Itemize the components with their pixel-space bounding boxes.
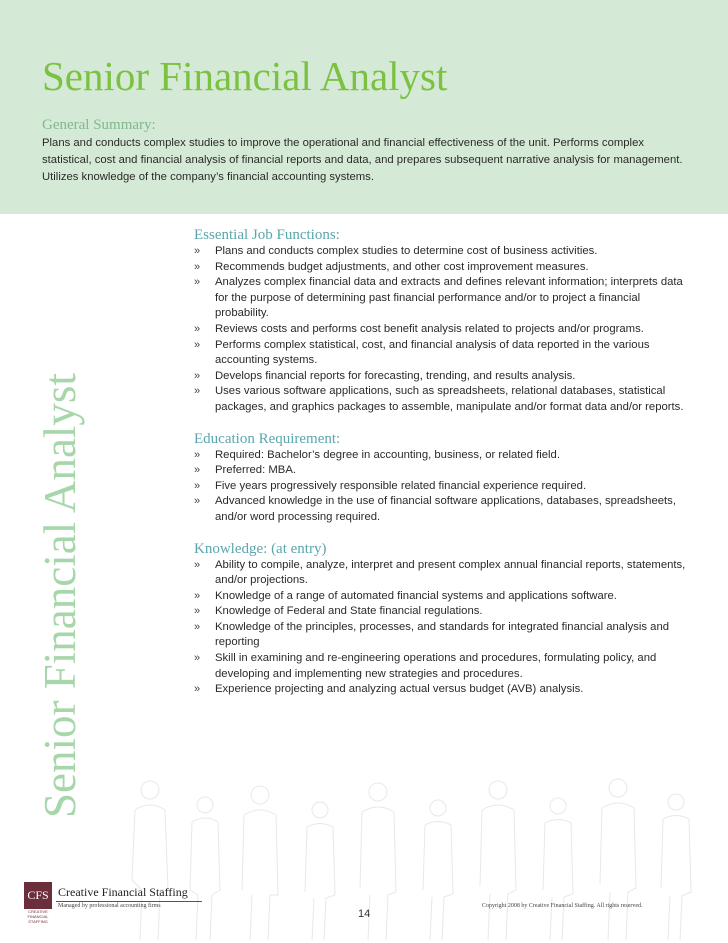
section-heading: Essential Job Functions: <box>194 227 340 243</box>
footer-divider <box>56 901 202 902</box>
footer-tagline: Managed by professional accounting firms <box>58 903 161 909</box>
bullet-icon: » <box>194 495 201 508</box>
summary-text: Plans and conducts complex studies to improve the operational and financial effectiveness of the unit. Performs complex statistical, cost and financial analysis of financial reports and data, and prepares subsequent narrative analysis for management. Utilizes knowledge of the company’s financial accounting systems. <box>42 137 683 183</box>
person-silhouette-icon <box>242 786 278 940</box>
bullet-icon: » <box>194 245 201 257</box>
bullet-icon: » <box>194 338 201 351</box>
bullet-icon: » <box>194 464 201 477</box>
list-item: » Ability to compile, analyze, interpret and present complex annual financial reports, statements, and/or projections. <box>194 558 686 587</box>
list-item: » Skill in examining and re-engineering operations and procedures, formulating policy, and developing and implementing new strategies and procedures. <box>194 652 657 680</box>
logo-mark: CFS <box>24 882 52 908</box>
list-item: » Reviews costs and performs cost benefit analysis related to projects and/or programs. <box>194 322 694 338</box>
bullet-icon: » <box>194 448 201 461</box>
list-item: » Develops financial reports for forecasting, trending, and results analysis. <box>194 369 694 385</box>
list-item: » Uses various software applications, such as spreadsheets, relational databases, statistical packages, and graphics packages to assemble, manipulate and/or format data and/or reports. <box>194 385 684 413</box>
bullet-icon: » <box>194 276 201 289</box>
bullet-icon: » <box>194 558 201 571</box>
person-silhouette-icon <box>132 781 168 940</box>
person-silhouette-icon <box>190 797 220 940</box>
footer-company-name: Creative Financial Staffing <box>58 885 188 899</box>
person-silhouette-icon <box>661 794 691 940</box>
list-item: » Performs complex statistical, cost, and financial analysis of data reported in the various accounting systems. <box>194 338 650 367</box>
person-silhouette-icon <box>305 802 335 940</box>
list-item: » Knowledge of Federal and State financial regulations. <box>194 604 694 620</box>
person-silhouette-icon <box>423 800 453 940</box>
bullet-icon: » <box>194 652 201 665</box>
list-item: » Experience projecting and analyzing actual versus budget (AVB) analysis. <box>194 682 694 698</box>
list-item: » Required: Bachelor’s degree in accounting, business, or related field. <box>194 448 694 464</box>
page-number: 14 <box>358 908 371 920</box>
bullet-icon: » <box>194 605 201 618</box>
bullet-list <box>194 244 694 416</box>
bullet-icon: » <box>194 322 201 335</box>
header-band <box>0 0 728 214</box>
list-item: » Recommends budget adjustments, and other cost improvement measures. <box>194 260 694 276</box>
section-knowledge <box>194 540 694 698</box>
bullet-icon: » <box>194 479 201 492</box>
bullet-list <box>194 448 694 526</box>
list-item: » Five years progressively responsible related financial experience required. <box>194 479 694 495</box>
section-heading: Knowledge: (at entry) <box>194 540 327 557</box>
person-silhouette-icon <box>480 781 516 940</box>
list-item: » Knowledge of the principles, processes, and standards for integrated financial analysis and reporting <box>194 620 670 649</box>
bullet-icon: » <box>194 369 201 382</box>
job-description-content <box>194 226 694 712</box>
logo-wordmark: CREATIVE FINANCIAL STAFFING <box>24 908 52 924</box>
bullet-icon: » <box>194 385 201 398</box>
section-essential-job-functions <box>194 226 694 416</box>
person-silhouette-icon <box>600 779 636 940</box>
people-silhouettes-illustration <box>120 770 710 940</box>
copyright-notice: Copyright 2008 by Creative Financial Staffing. All rights reserved. <box>482 903 643 909</box>
side-vertical-title: Senior Financial Analyst <box>35 373 85 818</box>
section-education-requirement <box>194 430 694 526</box>
page-title: Senior Financial Analyst <box>42 53 448 99</box>
bullet-icon: » <box>194 620 201 633</box>
list-item: » Advanced knowledge in the use of financial software applications, databases, spreadsheets, and/or word processing required. <box>194 495 676 523</box>
summary-heading: General Summary: <box>42 117 156 133</box>
list-item: » Preferred: MBA. <box>194 463 694 479</box>
bullet-list <box>194 558 694 698</box>
bullet-icon: » <box>194 683 201 696</box>
list-item: » Knowledge of a range of automated financial systems and applications software. <box>194 589 694 605</box>
bullet-icon: » <box>194 589 201 602</box>
company-logo <box>24 882 52 926</box>
person-silhouette-icon <box>543 798 573 940</box>
list-item: » Plans and conducts complex studies to determine cost of business activities. <box>194 244 694 260</box>
list-item: » Analyzes complex financial data and extracts and defines relevant information; interprets data for the purpose of determining past financial performance and/or to project a financial probability. <box>194 276 683 320</box>
section-heading: Education Requirement: <box>194 430 341 447</box>
bullet-icon: » <box>194 260 201 273</box>
